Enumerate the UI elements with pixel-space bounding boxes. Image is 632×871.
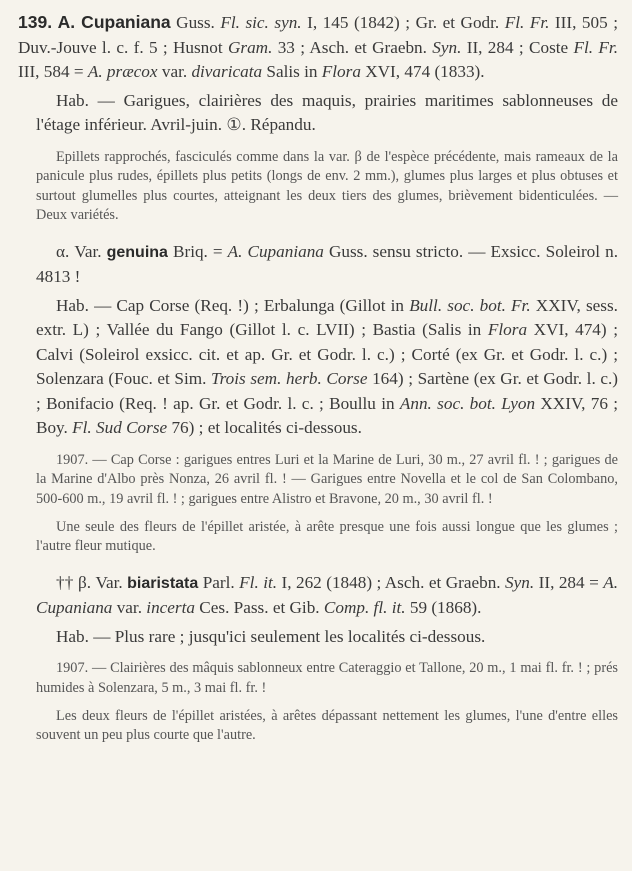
text-run: var. xyxy=(157,62,192,81)
variety-beta-note: Les deux fleurs de l'épillet aristées, à arêtes dépassant nettement les glumes, l'une d'entre elles souvent un peu plus courte que l'autre. xyxy=(36,707,618,744)
variety-beta-name: biaristata xyxy=(127,574,199,592)
text-run: III, 584 = xyxy=(18,62,88,81)
variety-beta-prefix: †† β. Var. xyxy=(56,572,128,592)
italic-citation: Comp. fl. it. xyxy=(323,598,406,618)
variety-alpha-record: 1907. — Cap Corse : garigues entres Luri et la Marine de Luri, 30 m., 27 avril fl. ! ; garigues de la Marine d'Albo près Nonza, 26 avril fl. ! — Garigues entre Novella et le col de San Colombano, 500-600 m., 19 avril fl. ! ; garigues entre Alistro et Bravone, 20 m., 30 avril fl. ! xyxy=(36,451,618,508)
text-run: 59 (1868). xyxy=(405,598,482,618)
italic-citation: Fl. Fr. xyxy=(573,37,618,57)
species-heading xyxy=(18,10,618,85)
variety-alpha-name: genuina xyxy=(106,243,168,261)
text-run: Parl. xyxy=(198,572,240,592)
text-run: Guss. xyxy=(170,13,221,32)
text-run: Guss. sensu stricto. — Exsicc. Soleirol n. 4813 ! xyxy=(36,241,618,287)
text-run: Ces. Pass. et Gib. xyxy=(194,598,324,618)
variety-alpha-habitat xyxy=(36,294,618,441)
variety-beta-record: 1907. — Clairières des mâquis sablonneux entre Cateraggio et Tallone, 20 m., 1 mai fl. fr. ! ; prés humides à Solenzara, 5 m., 3 mai fl. fr. ! xyxy=(36,660,618,696)
text-run: II, 284 = xyxy=(534,572,604,592)
species-description: Epillets rapprochés, fasciculés comme dans la var. β de l'espèce précédente, mais rameaux de la panicule plus rudes, épillets plus petits (longs de env. 2 mm.), glumes plus larges et plus obtuses et surtout glumelles plus courtes, atteignant les deux tiers des glumes, brièvement bidenticulées. — Deux variétés. xyxy=(36,148,618,224)
text-run: Hab. — Cap Corse (Req. !) ; Erbalunga (Gillot in xyxy=(56,295,410,315)
italic-citation: divaricata xyxy=(191,62,263,81)
italic-citation: Flora xyxy=(321,62,361,81)
text-run: Salis in xyxy=(262,62,322,81)
italic-citation: Syn. xyxy=(432,37,462,57)
species-habitat: Hab. — Garigues, clairières des maquis, prairies maritimes sablonneuses de l'étage inférieur. Avril-juin. ①. Répandu. xyxy=(36,90,618,134)
italic-citation: Fl. it. xyxy=(239,572,278,592)
italic-citation: Gram. xyxy=(227,37,273,57)
italic-citation: incerta xyxy=(146,598,195,618)
italic-citation: Fl. Fr. xyxy=(504,13,550,32)
text-run: Briq. = xyxy=(167,241,228,261)
variety-beta-heading xyxy=(36,571,618,621)
italic-citation: Fl. Sud Corse xyxy=(72,418,168,438)
text-run: XXIV, sess. extr. L) ; Vallée du Fango (Gillot l. c. LVII) ; Bastia (Salis in xyxy=(36,295,618,340)
italic-citation: Fl. sic. syn. xyxy=(220,13,302,32)
italic-citation: Ann. soc. bot. Lyon xyxy=(399,393,536,413)
italic-citation: A. Cupaniana xyxy=(36,572,619,618)
species-number: 139. xyxy=(18,12,53,32)
variety-beta-habitat: Hab. — Plus rare ; jusqu'ici seulement les localités ci-dessous. xyxy=(56,626,486,646)
text-run: XVI, 474 (1833). xyxy=(360,62,485,81)
italic-citation: Bull. soc. bot. Fr. xyxy=(409,295,531,315)
text-run: 164) ; Sartène (ex Gr. et Godr. l. c.) ; Bonifacio (Req. ! ap. Gr. et Godr. l. c. ; Boullu in xyxy=(36,369,619,413)
text-run: XXIV, 76 ; Boy. xyxy=(36,393,618,438)
italic-citation: A. Cupaniana xyxy=(227,241,324,261)
text-run: 76) ; et localités ci-dessous. xyxy=(167,418,362,438)
text-run: I, 145 (1842) ; Gr. et Godr. xyxy=(301,13,505,32)
italic-citation: A. præcox xyxy=(87,62,158,81)
species-name: A. Cupaniana xyxy=(57,12,171,32)
variety-alpha-prefix: α. Var. xyxy=(56,241,107,261)
italic-citation: Trois sem. herb. Corse xyxy=(211,369,368,389)
variety-alpha-heading xyxy=(36,240,618,290)
text-run: XVI, 474) ; Calvi (Soleirol exsicc. cit. et ap. Gr. et Godr. l. c.) ; Corté (ex Gr. et Godr. l. c.) ; Solenzara (Fouc. et Sim. xyxy=(36,320,618,389)
text-run: III, 505 ; Duv.-Jouve l. c. f. 5 ; Husnot xyxy=(18,13,618,57)
text-run: II, 284 ; Coste xyxy=(461,37,574,57)
text-run: I, 262 (1848) ; Asch. et Graebn. xyxy=(277,572,506,592)
italic-citation: Flora xyxy=(487,320,528,340)
text-run: var. xyxy=(112,598,147,618)
variety-alpha-note: Une seule des fleurs de l'épillet aristée, à arête presque une fois aussi longue que les glumes ; l'autre fleur mutique. xyxy=(36,518,618,555)
text-run: 33 ; Asch. et Graebn. xyxy=(272,37,433,57)
italic-citation: Syn. xyxy=(505,572,535,592)
